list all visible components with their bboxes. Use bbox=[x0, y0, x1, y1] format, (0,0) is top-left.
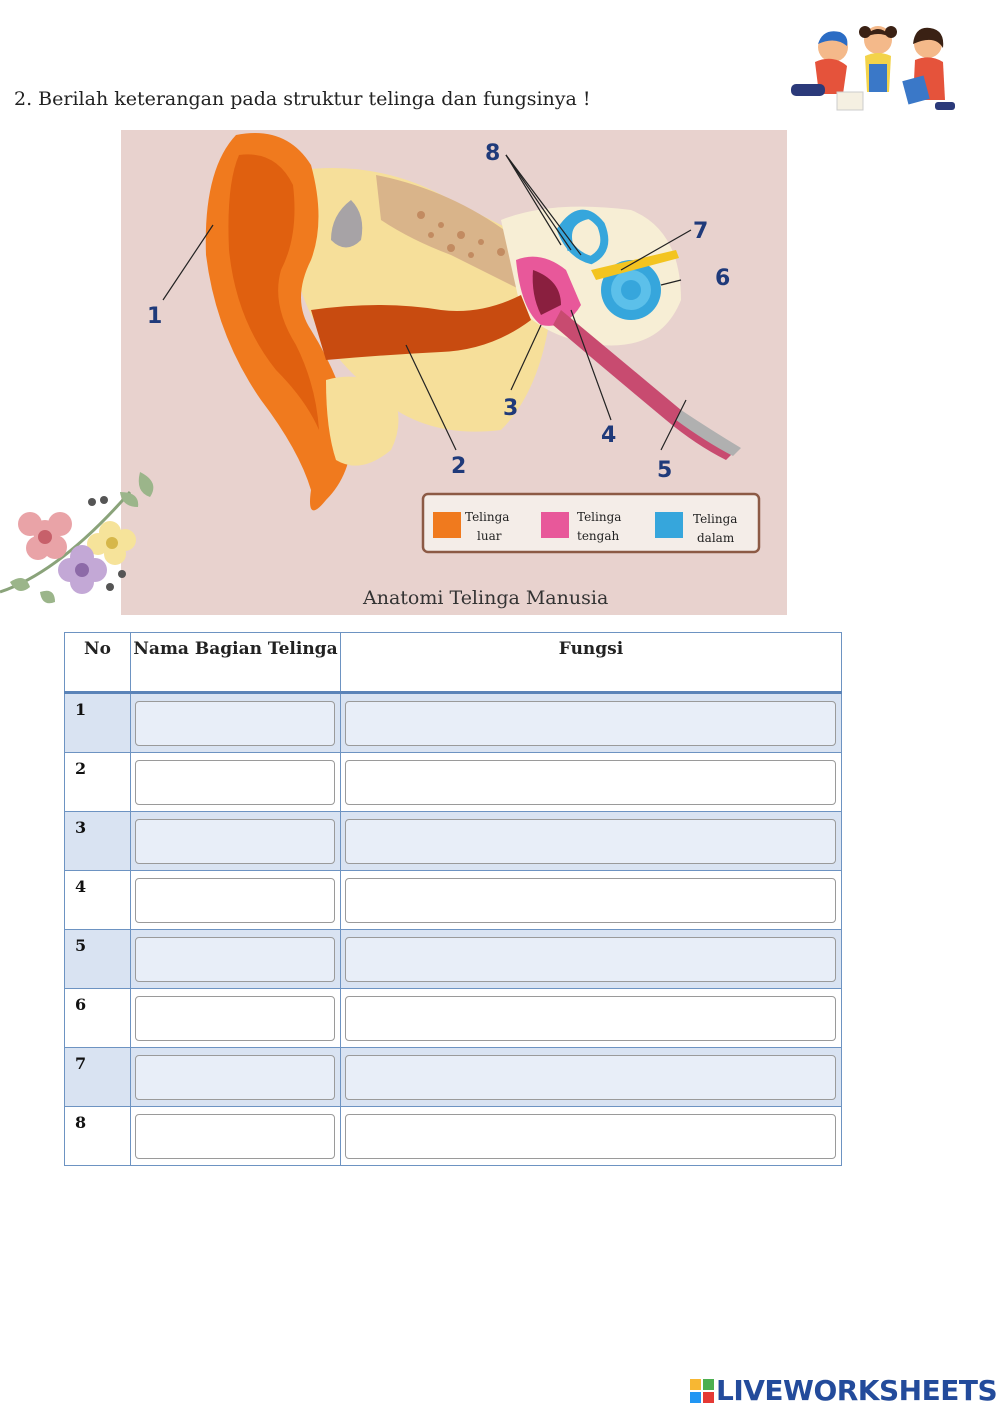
legend-inner-line1: Telinga bbox=[693, 512, 738, 526]
table-row bbox=[65, 989, 842, 1048]
callout-5: 5 bbox=[657, 458, 673, 483]
callout-8: 8 bbox=[485, 141, 501, 166]
row-number: 1 bbox=[65, 693, 131, 753]
liveworksheets-logo bbox=[690, 1374, 997, 1407]
legend-middle-line1: Telinga bbox=[577, 510, 622, 524]
row-number: 7 bbox=[65, 1048, 131, 1107]
table-header-row bbox=[65, 633, 842, 693]
liveworksheets-icon bbox=[690, 1379, 714, 1403]
answer-table bbox=[64, 632, 842, 1166]
figure-legend bbox=[423, 494, 759, 552]
function-input-6[interactable] bbox=[345, 996, 836, 1041]
part-name-input-3[interactable] bbox=[135, 819, 335, 864]
table-row bbox=[65, 1107, 842, 1166]
part-name-input-6[interactable] bbox=[135, 996, 335, 1041]
row-number: 2 bbox=[65, 753, 131, 812]
table-row bbox=[65, 693, 842, 753]
row-number: 3 bbox=[65, 812, 131, 871]
figure-caption: Anatomi Telinga Manusia bbox=[363, 587, 609, 609]
function-input-1[interactable] bbox=[345, 701, 836, 746]
callout-2: 2 bbox=[451, 454, 467, 479]
part-name-input-1[interactable] bbox=[135, 701, 335, 746]
part-name-input-2[interactable] bbox=[135, 760, 335, 805]
header-part-name: Nama Bagian Telinga bbox=[131, 633, 341, 693]
table-row bbox=[65, 753, 842, 812]
callout-1: 1 bbox=[147, 304, 163, 329]
legend-outer-line1: Telinga bbox=[465, 510, 510, 524]
row-number: 6 bbox=[65, 989, 131, 1048]
legend-middle-line2: tengah bbox=[577, 529, 620, 543]
kids-illustration bbox=[785, 22, 960, 114]
part-name-input-7[interactable] bbox=[135, 1055, 335, 1100]
table-row bbox=[65, 812, 842, 871]
question-text: 2. Berilah keterangan pada struktur telinga dan fungsinya ! bbox=[14, 88, 591, 110]
brand-text: LIVEWORKSHEETS bbox=[716, 1374, 998, 1407]
function-input-4[interactable] bbox=[345, 878, 836, 923]
row-number: 8 bbox=[65, 1107, 131, 1166]
flower-decoration bbox=[0, 462, 162, 617]
row-number: 5 bbox=[65, 930, 131, 989]
callout-6: 6 bbox=[715, 266, 731, 291]
legend-inner-line2: dalam bbox=[697, 531, 735, 545]
part-name-input-5[interactable] bbox=[135, 937, 335, 982]
table-row bbox=[65, 871, 842, 930]
callout-3: 3 bbox=[503, 396, 519, 421]
function-input-2[interactable] bbox=[345, 760, 836, 805]
header-no: No bbox=[65, 633, 131, 693]
callout-4: 4 bbox=[601, 423, 617, 448]
table-row bbox=[65, 930, 842, 989]
function-input-5[interactable] bbox=[345, 937, 836, 982]
part-name-input-8[interactable] bbox=[135, 1114, 335, 1159]
callout-7: 7 bbox=[693, 219, 709, 244]
ear-anatomy-diagram bbox=[121, 130, 787, 615]
legend-outer-line2: luar bbox=[477, 529, 502, 543]
table-row bbox=[65, 1048, 842, 1107]
part-name-input-4[interactable] bbox=[135, 878, 335, 923]
function-input-7[interactable] bbox=[345, 1055, 836, 1100]
function-input-3[interactable] bbox=[345, 819, 836, 864]
row-number: 4 bbox=[65, 871, 131, 930]
header-function: Fungsi bbox=[341, 633, 842, 693]
function-input-8[interactable] bbox=[345, 1114, 836, 1159]
